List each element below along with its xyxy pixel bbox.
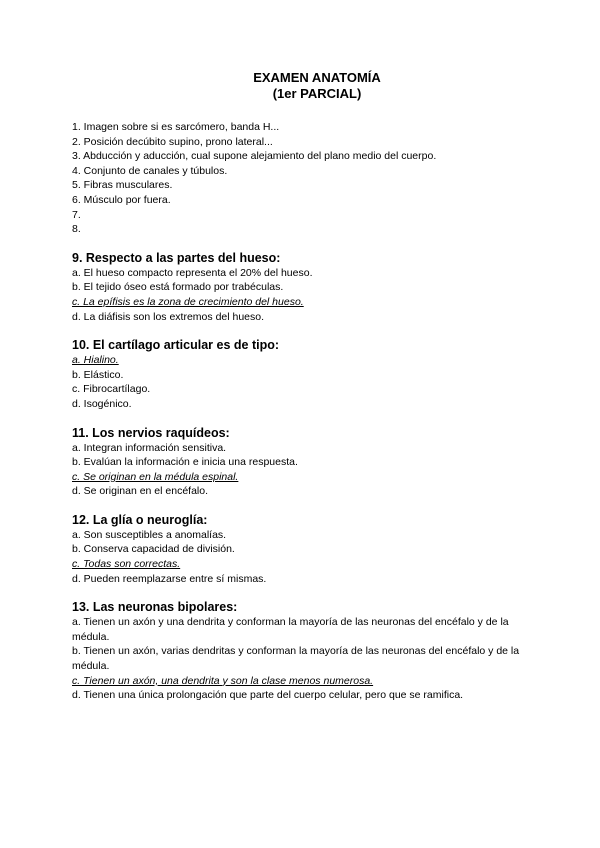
answer-option-b: b. Conserva capacidad de división. xyxy=(72,543,235,556)
question-12 xyxy=(72,513,532,586)
exam-page xyxy=(72,70,532,703)
intro-item-3: 3. Abducción y aducción, cual supone alejamiento del plano medio del cuerpo. xyxy=(72,150,437,163)
answer-option-b: b. Elástico. xyxy=(72,368,124,381)
answer-option-a: a. Son susceptibles a anomalías. xyxy=(72,528,227,541)
answer-option-c: c. Fibrocartílago. xyxy=(72,383,151,396)
answer-option-d: d. Isogénico. xyxy=(72,397,132,410)
intro-list xyxy=(72,120,532,237)
question-title: 11. Los nervios raquídeos: xyxy=(72,425,230,440)
answer-option-a-correct: a. Hialino. xyxy=(72,354,119,367)
question-title: 12. La glía o neuroglía: xyxy=(72,512,208,527)
answer-option-d: d. Pueden reemplazarse entre sí mismas. xyxy=(72,572,267,585)
intro-item-2: 2. Posición decúbito supino, prono lateral... xyxy=(72,135,273,148)
answer-option-c-correct: c. Se originan en la médula espinal. xyxy=(72,470,239,483)
answer-option-d: d. Tienen una única prolongación que parte del cuerpo celular, pero que se ramifica. xyxy=(72,689,464,702)
intro-item-7: 7. xyxy=(72,208,81,221)
question-title: 9. Respecto a las partes del hueso: xyxy=(72,250,281,265)
question-13 xyxy=(72,600,532,703)
answer-option-a: a. El hueso compacto representa el 20% del hueso. xyxy=(72,266,313,279)
intro-item-8: 8. xyxy=(72,223,81,236)
answer-option-b: b. Tienen un axón, varias dendritas y conforman la mayoría de las neuronas del encéfalo y de la médula. xyxy=(72,645,520,673)
answer-option-d: d. Se originan en el encéfalo. xyxy=(72,485,209,498)
answer-option-b: b. Evalúan la información e inicia una respuesta. xyxy=(72,456,298,469)
question-title: 10. El cartílago articular es de tipo: xyxy=(72,338,280,353)
answer-option-c-correct: c. La epífisis es la zona de crecimiento del hueso. xyxy=(72,295,304,308)
title-line-2: (1er PARCIAL) xyxy=(272,86,362,101)
title-line-1: EXAMEN ANATOMÍA xyxy=(253,70,381,85)
page-title xyxy=(102,70,532,102)
answer-option-c-correct: c. Tienen un axón, una dendrita y son la clase menos numerosa. xyxy=(72,674,374,687)
question-10 xyxy=(72,338,532,411)
question-9 xyxy=(72,251,532,324)
question-11 xyxy=(72,426,532,499)
answer-option-d: d. La diáfisis son los extremos del hueso. xyxy=(72,310,265,323)
intro-item-4: 4. Conjunto de canales y túbulos. xyxy=(72,164,228,177)
intro-item-6: 6. Músculo por fuera. xyxy=(72,193,171,206)
answer-option-a: a. Tienen un axón y una dendrita y conforman la mayoría de las neuronas del encéfalo y de la médula. xyxy=(72,616,509,643)
answer-option-a: a. Integran información sensitiva. xyxy=(72,441,227,454)
question-title: 13. Las neuronas bipolares: xyxy=(72,600,238,615)
answer-option-b: b. El tejido óseo está formado por trabéculas. xyxy=(72,281,284,294)
intro-item-5: 5. Fibras musculares. xyxy=(72,179,173,192)
intro-item-1: 1. Imagen sobre si es sarcómero, banda H... xyxy=(72,121,280,133)
answer-option-c-correct: c. Todas son correctas. xyxy=(72,558,181,571)
